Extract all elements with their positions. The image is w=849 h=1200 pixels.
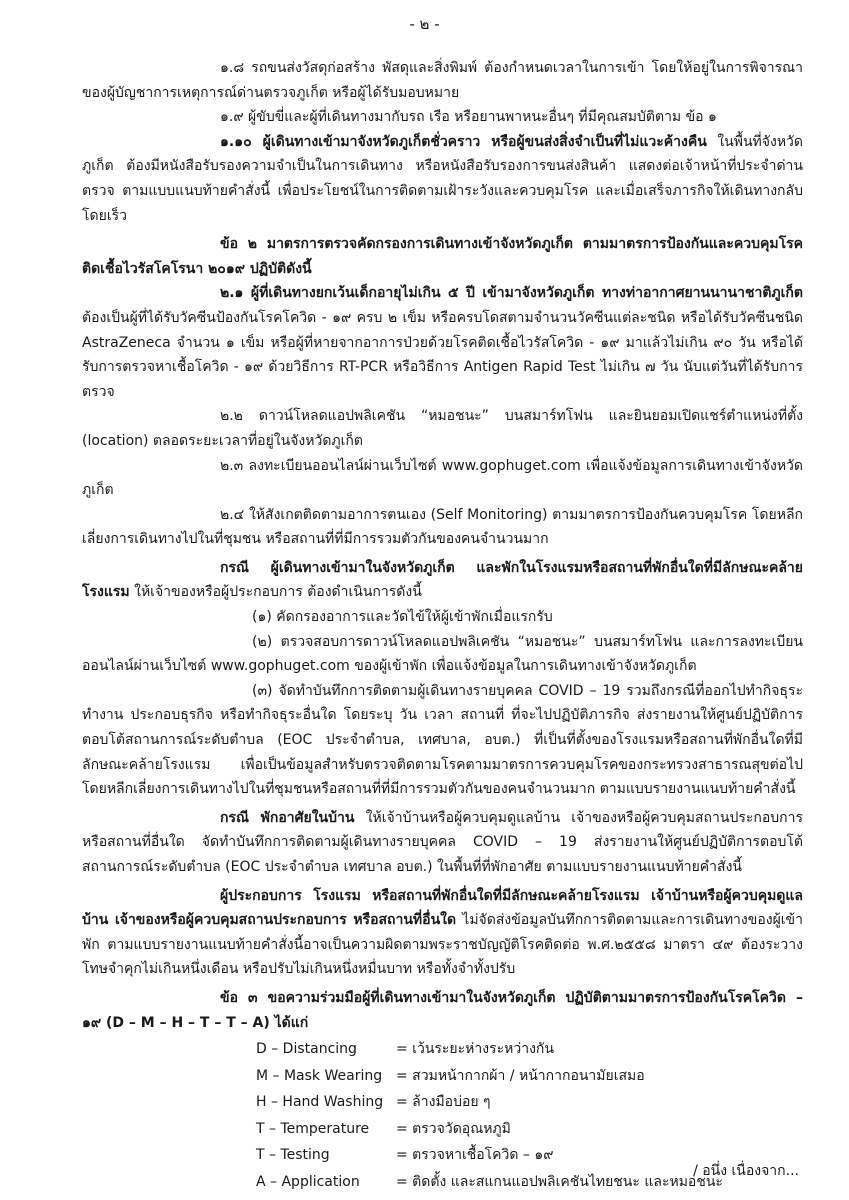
case-hotel-heading: กรณี ผู้เดินทางเข้ามาในจังหวัดภูเก็ต และพักในโรงแรมหรือสถานที่พักอื่นใดที่มีลักษณะคล้ายโรงแรม (82, 559, 803, 601)
document-body (82, 56, 803, 1196)
dmhtta-row (256, 1037, 723, 1064)
paragraph-1-10-text: ในพื้นที่จังหวัดภูเก็ต ต้องมีหนังสือรับรองความจำเป็นในการเดินทาง หรือหนังสือรับรองการขนส่งสินค้า แสดงต่อเจ้าหน้าที่ประจำด่านตรวจ ตามแบบแนบท้ายคำสั่งนี้ เพื่อประโยชน์ในการติดตามเฝ้าระวังและควบคุมโรค และเมื่อเสร็จภารกิจให้เดินทางกลับโดยเร็ว (82, 133, 803, 224)
paragraph-1-9: ๑.๙ ผู้ขับขี่และผู้ที่เดินทางมากับรถ เรือ หรือยานพาหนะอื่นๆ ที่มีคุณสมบัติตาม ข้อ ๑ (220, 109, 717, 126)
hotel-item-2: (๒) ตรวจสอบการดาวน์โหลดแอปพลิเคชัน “หมอชนะ” บนสมาร์ทโฟน และการลงทะเบียนออนไลน์ผ่านเว็บไซต์ www.gophuget.com ของผู้เข้าพัก เพื่อแจ้งข้อมูลในการเดินทางเข้าจังหวัดภูเก็ต (82, 633, 803, 675)
paragraph-2-1 (82, 281, 803, 404)
operators-penalty-heading: ผู้ประกอบการ โรงแรม หรือสถานที่พักอื่นใดที่มีลักษณะคล้ายโรงแรม เจ้าบ้านหรือผู้ควบคุมดูแลบ้าน เจ้าของหรือผู้ควบคุมสถานประกอบการ หรือสถานที่อื่นใด (82, 887, 803, 929)
dmhtta-key: T – Testing (256, 1147, 330, 1164)
dmhtta-row (256, 1117, 723, 1144)
case-home (82, 806, 803, 880)
paragraph-1-8: ๑.๘ รถขนส่งวัสดุก่อสร้าง พัสดุและสิ่งพิมพ์ ต้องกำหนดเวลาในการเข้า โดยให้อยู่ในการพิจารณาของผู้บัญชาการเหตุการณ์ด่านตรวจภูเก็ต หรือผู้ได้รับมอบหมาย (82, 60, 803, 101)
case-home-heading: กรณี พักอาศัยในบ้าน (220, 809, 355, 826)
operators-penalty (82, 884, 803, 982)
dmhtta-value: = ล้างมือบ่อย ๆ (396, 1094, 491, 1111)
dmhtta-row (256, 1064, 723, 1091)
dmhtta-key: T – Temperature (256, 1120, 370, 1137)
dmhtta-value: = ตรวจวัดอุณหภูมิ (396, 1120, 511, 1137)
dmhtta-key: A – Application (256, 1173, 360, 1190)
paragraph-2-4: ๒.๔ ให้สังเกตติดตามอาการตนเอง (Self Monitoring) ตามมาตรการป้องกันควบคุมโรค โดยหลีกเลี่ยงการเดินทางไปในที่ชุมชน หรือสถานที่ที่มีการรวมตัวกันของคนจำนวนมาก (82, 506, 803, 548)
paragraph-2-1-text: ต้องเป็นผู้ที่ได้รับวัคซีนป้องกันโรคโควิด - ๑๙ ครบ ๒ เข็ม หรือครบโดสตามจำนวนวัคซีนแต่ละชนิด หรือได้รับวัคซีนชนิด AstraZeneca จำนวน ๑ เข็ม หรือผู้ที่หายจากอาการป่วยด้วยโรคติดเชื้อไวรัสโควิด - ๑๙ มาแล้วไม่เกิน ๙๐ วัน หรือได้รับการตรวจหาเชื้อโควิด - ๑๙ ด้วยวิธีการ RT-PCR หรือวิธีการ Antigen Rapid Test ไม่เกิน ๗ วัน นับแต่วันที่ได้รับการตรวจ (82, 309, 803, 400)
article-2-heading: ข้อ ๒ มาตรการตรวจคัดกรองการเดินทางเข้าจังหวัดภูเก็ต ตามมาตรการป้องกันและควบคุมโรคติดเชื้อไวรัสโคโรนา ๒๐๑๙ ปฏิบัติดังนี้ (82, 236, 803, 277)
dmhtta-row (256, 1170, 723, 1197)
dmhtta-value: = ตรวจหาเชื้อโควิด – ๑๙ (396, 1147, 554, 1164)
paragraph-2-2: ๒.๒ ดาวน์โหลดแอปพลิเคชัน “หมอชนะ” บนสมาร์ทโฟน และยินยอมเปิดแชร์ตำแหน่งที่ตั้ง (location) ตลอดระยะเวลาที่อยู่ในจังหวัดภูเก็ต (82, 408, 803, 449)
dmhtta-key: M – Mask Wearing (256, 1067, 383, 1084)
dmhtta-key: D – Distancing (256, 1041, 357, 1058)
paragraph-1-10 (82, 130, 803, 228)
operators-penalty-text: ไม่จัดส่งข้อมูลบันทึกการติดตามและการเดินทางของผู้เข้าพัก ตามแบบรายงานแนบท้ายคำสั่งนี้อาจเป็นความผิดตามพระราชบัญญัติโรคติดต่อ พ.ศ.๒๕๕๘ มาตรา ๔๙ ต้องระวางโทษจำคุกไม่เกินหนึ่งเดือน หรือปรับไม่เกินหนึ่งหมื่นบาท หรือทั้งจำทั้งปรับ (82, 912, 803, 978)
hotel-item-3: (๓) จัดทำบันทึกการติดตามผู้เดินทางรายบุคคล COVID – 19 รวมถึงกรณีที่ออกไปทำกิจธุระ ทำงาน ประกอบธุรกิจ หรือทำกิจธุระอื่นใด โดยระบุ วัน เวลา สถานที่ ที่จะไปปฏิบัติภารกิจ ส่งรายงานให้ศูนย์ปฏิบัติการตอบโต้สถานการณ์ระดับตำบล (EOC ประจำตำบล, เทศบาล, อบต.) ที่เป็นที่ตั้งของโรงแรมหรือสถานที่พักอื่นใดที่มีลักษณะคล้ายโรงแรม เพื่อเป็นข้อมูลสำหรับตรวจติดตามโรคตามมาตรการควบคุมโรคของกระทรวงสาธารณสุขต่อไป โดยหลีกเลี่ยงการเดินทางไปในที่ชุมชนหรือสถานที่ที่มีการรวมตัวกันของคนจำนวนมาก ตามแบบรายงานแนบท้ายคำสั่งนี้ (82, 682, 803, 798)
paragraph-2-1-heading: ๒.๑ ผู้ที่เดินทางยกเว้นเด็กอายุไม่เกิน ๕ ปี เข้ามาจังหวัดภูเก็ต ทางท่าอากาศยานนานาชาติภูเก็ต (220, 285, 803, 302)
paragraph-2-3: ๒.๓ ลงทะเบียนออนไลน์ผ่านเว็บไซต์ www.gophuget.com เพื่อแจ้งข้อมูลการเดินทางเข้าจังหวัดภูเก็ต (82, 457, 803, 499)
case-hotel (82, 556, 803, 605)
page-number: - ๒ - (409, 15, 440, 33)
dmhtta-value: = ติดตั้ง และสแกนแอปพลิเคชันไทยชนะ และหมอชนะ (396, 1173, 723, 1190)
paragraph-1-10-heading: ๑.๑๐ ผู้เดินทางเข้ามาจังหวัดภูเก็ตชั่วคราว หรือผู้ขนส่งสิ่งจำเป็นที่ไม่แวะค้างคืน (220, 133, 707, 150)
continuation-note: / อนึ่ง เนื่องจาก... (693, 1163, 799, 1179)
dmhtta-value: = สวมหน้ากากผ้า / หน้ากากอนามัยเสมอ (396, 1067, 645, 1084)
dmhtta-value: = เว้นระยะห่างระหว่างกัน (396, 1041, 554, 1058)
article-3-heading: ข้อ ๓ ขอความร่วมมือผู้ที่เดินทางเข้ามาในจังหวัดภูเก็ต ปฏิบัติตามมาตรการป้องกันโรคโควิด – ๑๙ (D – M – H – T – T – A) ได้แก่ (82, 989, 803, 1031)
case-home-text: ให้เจ้าบ้านหรือผู้ควบคุมดูแลบ้าน เจ้าของหรือผู้ควบคุมสถานประกอบการ หรือสถานที่อื่นใด จัดทำบันทึกการติดตามผู้เดินทางรายบุคคล COVID – 19 ส่งรายงานให้ศูนย์ปฏิบัติการตอบโต้สถานการณ์ระดับตำบล (EOC ประจำตำบล เทศบาล อบต.) ในพื้นที่ที่พักอาศัย ตามแบบรายงานแนบท้ายคำสั่งนี้ (82, 809, 803, 875)
dmhtta-row (256, 1143, 723, 1170)
dmhtta-key: H – Hand Washing (256, 1094, 384, 1111)
hotel-item-1: (๑) คัดกรองอาการและวัดไข้ให้ผู้เข้าพักเมื่อแรกรับ (252, 609, 553, 626)
dmhtta-row (256, 1090, 723, 1117)
case-hotel-text: ให้เจ้าของหรือผู้ประกอบการ ต้องดำเนินการดังนี้ (129, 584, 422, 601)
dmhtta-table (256, 1037, 723, 1196)
